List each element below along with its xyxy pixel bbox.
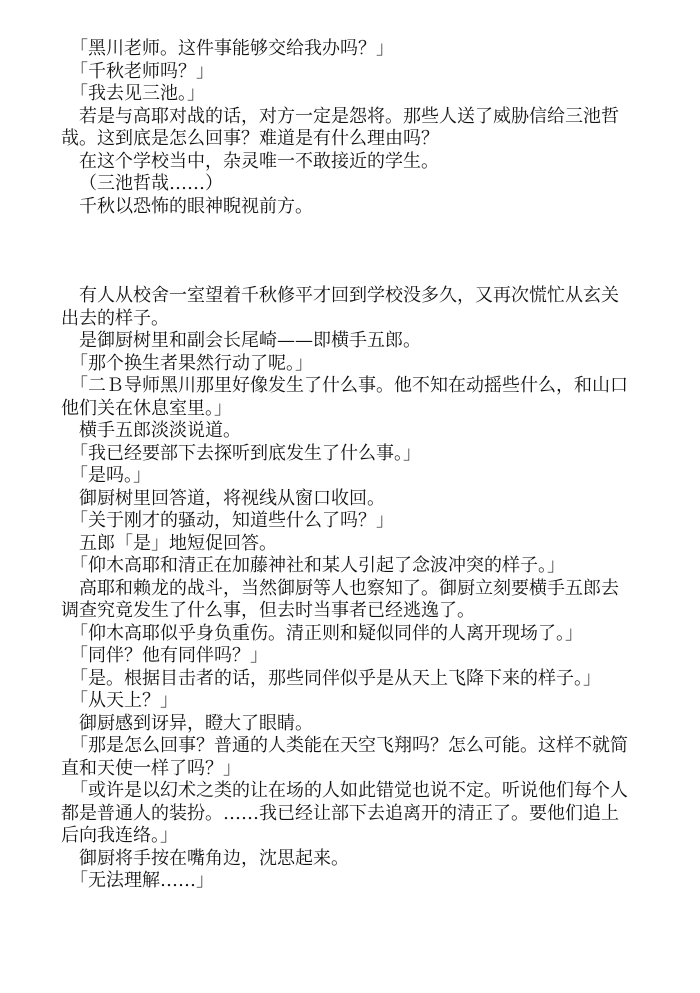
dialogue-paragraph: 「仰木高耶似乎身负重伤。清正则和疑似同伴的人离开现场了。」 [70, 622, 583, 644]
dialogue-paragraph: 「仰木高耶和清正在加藤神社和某人引起了念波冲突的样子。」 [70, 555, 565, 576]
dialogue-paragraph: 「我去见三池。」 [70, 83, 205, 104]
narration-paragraph: （三池哲哉……） [79, 173, 223, 194]
narration-paragraph: 千秋以恐怖的眼神睨视前方。 [79, 195, 313, 217]
section-break [61, 218, 633, 285]
narration-paragraph: 若是与高耶对战的话，对方一定是怨将。那些人送了威胁信给三池哲哉。这到底是怎么回事？难道是有什么理由吗？ [61, 105, 619, 149]
dialogue-paragraph: 「关于刚才的骚动，知道些什么了吗？」 [70, 510, 394, 531]
dialogue-paragraph: 「千秋老师吗？」 [70, 60, 214, 82]
dialogue-paragraph: 「二Ｂ导师黑川那里好像发生了什么事。他不知在动摇些什么，和山口他们关在休息室里。」 [61, 375, 628, 419]
dialogue-paragraph: 「同伴？他有同伴吗？」 [70, 645, 268, 666]
text-section-1 [61, 38, 633, 218]
dialogue-paragraph: 「那是怎么回事？普通的人类能在天空飞翔吗？怎么可能。这样不就简直和天使一样了吗？」 [61, 735, 628, 779]
dialogue-paragraph: 「或许是以幻术之类的让在场的人如此错觉也说不定。听说他们每个人都是普通人的装扮。……我已经让部下去追离开的清正了。要他们追上后向我连络。」 [61, 780, 628, 846]
dialogue-paragraph: 「黑川老师。这件事能够交给我办吗？」 [70, 38, 394, 59]
narration-paragraph: 在这个学校当中，杂灵唯一不敢接近的学生。 [79, 150, 439, 172]
narration-paragraph: 横手五郎淡淡说道。 [79, 420, 241, 441]
narration-paragraph: 御厨将手按在嘴角边，沈思起来。 [79, 847, 349, 869]
narration-paragraph: 五郎「是」地短促回答。 [79, 532, 277, 554]
narration-paragraph: 高耶和赖龙的战斗，当然御厨等人也察知了。御厨立刻要横手五郎去调查究竟发生了什么事，但去时当事者已经逃逸了。 [61, 577, 619, 621]
narration-paragraph: 御厨树里回答道，将视线从窗口收回。 [79, 487, 385, 509]
dialogue-paragraph: 「是吗。」 [70, 465, 151, 486]
text-section-2 [61, 285, 633, 893]
dialogue-paragraph: 「我已经要部下去探听到底发生了什么事。」 [70, 442, 421, 464]
narration-paragraph: 御厨感到讶异，瞪大了眼睛。 [79, 712, 313, 734]
dialogue-paragraph: 「无法理解……」 [70, 870, 214, 891]
narration-paragraph: 有人从校舍一室望着千秋修平才回到学校没多久，又再次慌忙从玄关出去的样子。 [61, 285, 619, 329]
narration-paragraph: 是御厨树里和副会长尾崎——即横手五郎。 [79, 330, 421, 351]
novel-page [61, 38, 633, 893]
dialogue-paragraph: 「从天上？」 [70, 690, 178, 711]
dialogue-paragraph: 「那个换生者果然行动了呢。」 [70, 352, 313, 374]
dialogue-paragraph: 「是。根据目击者的话，那些同伴似乎是从天上飞降下来的样子。」 [70, 667, 601, 689]
